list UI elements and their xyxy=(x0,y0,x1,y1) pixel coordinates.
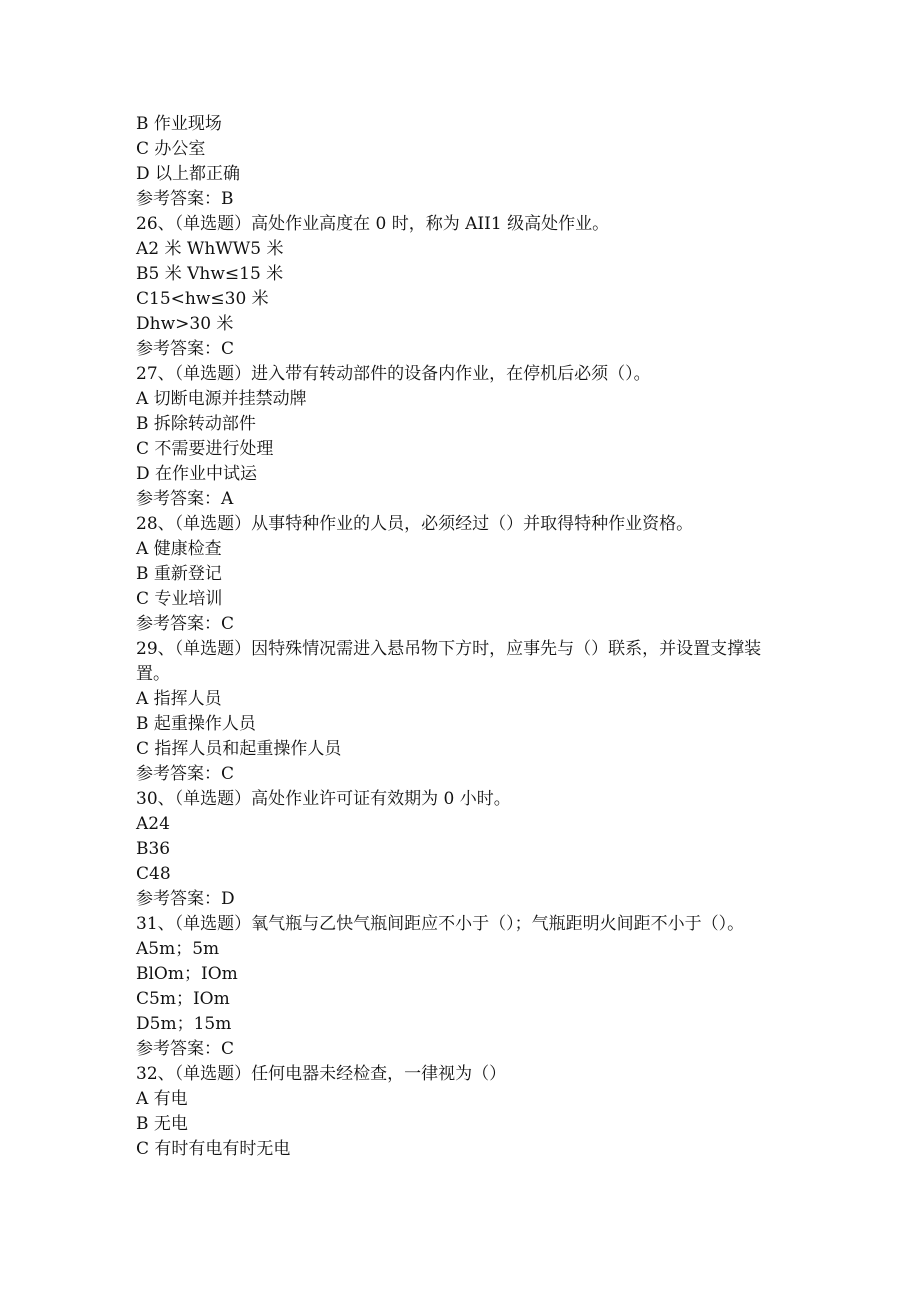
answer-text: 参考答案：C xyxy=(136,764,235,784)
option-text: C48 xyxy=(136,864,171,884)
option-text: B 无电 xyxy=(136,1114,188,1134)
answer-text: 参考答案：C xyxy=(136,1039,235,1059)
option-text: A 指挥人员 xyxy=(136,689,222,709)
option-text: C 专业培训 xyxy=(136,589,223,609)
option-text: A 健康检查 xyxy=(136,539,222,559)
answer-text: 参考答案：C xyxy=(136,339,235,359)
question-text: 31、（单选题）氧气瓶与乙快气瓶间距应不小于（）；气瓶距明火间距不小于（）。 xyxy=(136,914,745,934)
option-text: B5 米 Vhw≤15 米 xyxy=(136,264,284,284)
option-text: D 在作业中试运 xyxy=(136,464,258,484)
option-text: D5m；15m xyxy=(136,1014,232,1034)
option-text: C 办公室 xyxy=(136,139,206,159)
option-text: A 有电 xyxy=(136,1089,188,1109)
option-text: C 指挥人员和起重操作人员 xyxy=(136,739,342,759)
option-text: C15<hw≤30 米 xyxy=(136,289,269,309)
answer-text: 参考答案：D xyxy=(136,889,235,909)
option-text: Dhw>30 米 xyxy=(136,314,234,334)
option-text: C 不需要进行处理 xyxy=(136,439,274,459)
option-text: B36 xyxy=(136,839,171,859)
option-text: B 起重操作人员 xyxy=(136,714,256,734)
option-text: A5m；5m xyxy=(136,939,220,959)
question-text: 27、（单选题）进入带有转动部件的设备内作业，在停机后必须（）。 xyxy=(136,364,651,384)
option-text: B 拆除转动部件 xyxy=(136,414,256,434)
option-text: B 重新登记 xyxy=(136,564,222,584)
option-text: D 以上都正确 xyxy=(136,164,241,184)
option-text: A 切断电源并挂禁动牌 xyxy=(136,389,307,409)
option-text: B 作业现场 xyxy=(136,114,222,134)
answer-text: 参考答案：B xyxy=(136,189,234,209)
answer-text: 参考答案：A xyxy=(136,489,234,509)
question-text: 28、（单选题）从事特种作业的人员，必须经过（）并取得特种作业资格。 xyxy=(136,514,694,534)
option-text: A2 米 WhWW5 米 xyxy=(136,239,284,259)
option-text: C5m；IOm xyxy=(136,989,230,1009)
option-text: C 有时有电有时无电 xyxy=(136,1139,291,1159)
answer-text: 参考答案：C xyxy=(136,614,235,634)
question-text: 29、（单选题）因特殊情况需进入悬吊物下方时，应事先与（）联系，并设置支撑装置。 xyxy=(136,639,762,684)
question-text: 32、（单选题）任何电器未经检查，一律视为（） xyxy=(136,1064,507,1084)
question-list xyxy=(136,112,786,1162)
option-text: BlOm；IOm xyxy=(136,964,238,984)
question-text: 30、（单选题）高处作业许可证有效期为 0 小时。 xyxy=(136,789,511,809)
option-text: A24 xyxy=(136,814,170,834)
question-text: 26、（单选题）高处作业高度在 0 时，称为 AII1 级高处作业。 xyxy=(136,214,610,234)
